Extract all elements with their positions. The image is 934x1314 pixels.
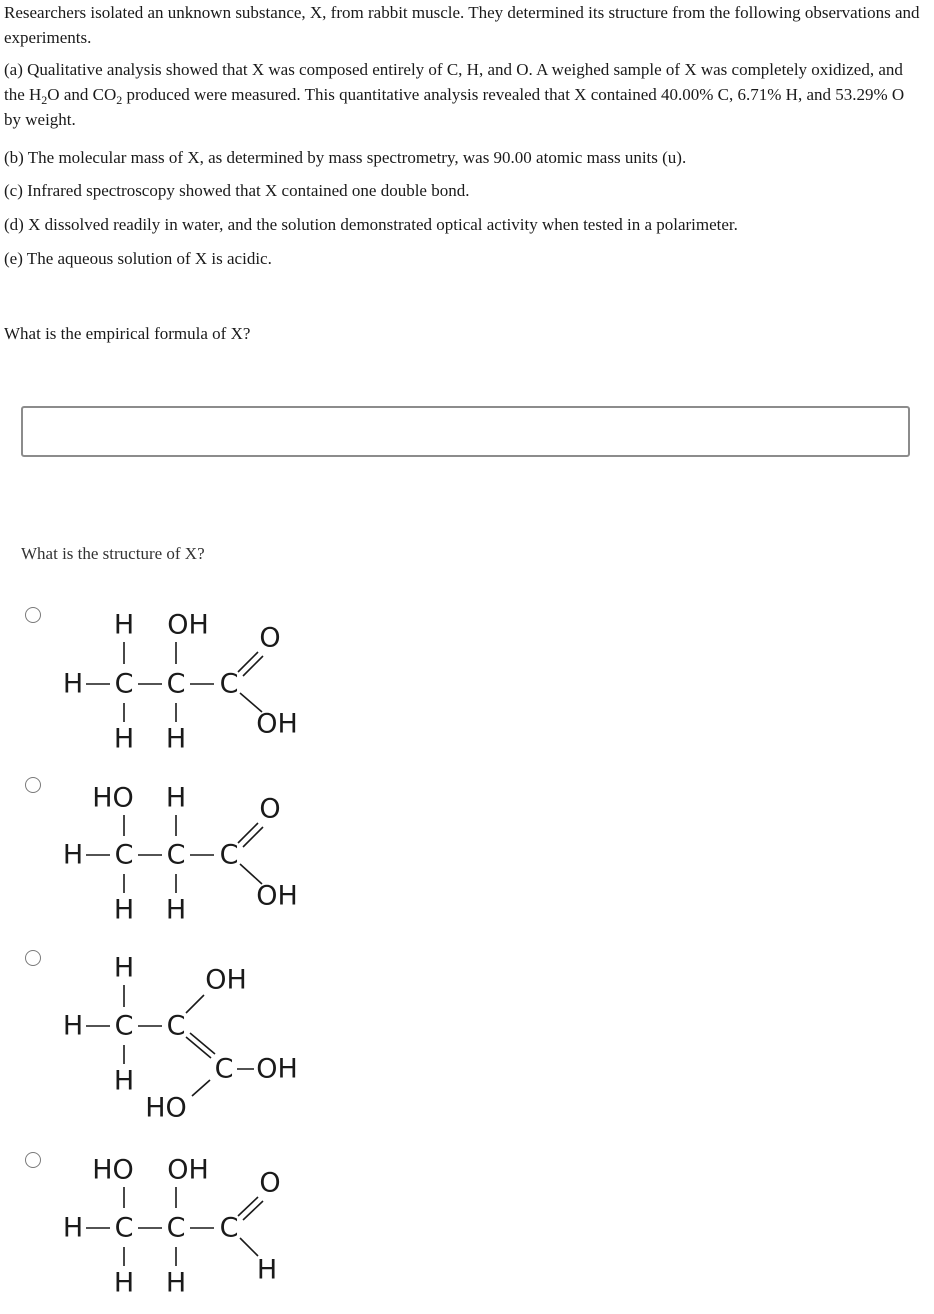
atom-c: C [214, 1053, 234, 1085]
observation-e: (e) The aqueous solution of X is acidic. [4, 249, 272, 268]
atom-h: H [165, 782, 187, 814]
atom-c: C [114, 1010, 134, 1042]
atom-oh: OH [205, 964, 247, 996]
intro-text: Researchers isolated an unknown substance, X, from rabbit muscle. They determined its structure from the following observations and experiments. [4, 3, 920, 47]
question-structure: What is the structure of X? [21, 544, 205, 563]
bond-double [238, 652, 258, 672]
radio-button-option-2[interactable] [25, 777, 41, 793]
atom-c: C [114, 668, 134, 700]
atom-h: H [62, 839, 84, 871]
molecule-option-2 [50, 772, 310, 932]
bond-double [238, 823, 258, 843]
atom-h: H [165, 1267, 187, 1299]
observation-c: (c) Infrared spectroscopy showed that X contained one double bond. [4, 181, 470, 200]
atom-oh: OH [256, 1053, 298, 1085]
atom-h: H [62, 1010, 84, 1042]
atom-c: C [219, 1212, 239, 1244]
observation-d: (d) X dissolved readily in water, and the solution demonstrated optical activity when tested in a polarimeter. [4, 215, 738, 234]
atom-h: H [113, 952, 135, 984]
atom-c: C [114, 1212, 134, 1244]
bond [192, 1080, 210, 1096]
atom-ho: HO [145, 1092, 187, 1124]
atom-oh: OH [256, 708, 298, 740]
atom-o: O [259, 793, 281, 825]
bond-double [243, 1201, 263, 1220]
atom-c: C [166, 1010, 186, 1042]
atom-h: H [113, 1267, 135, 1299]
molecule-option-3 [50, 945, 310, 1130]
bond [240, 693, 262, 712]
radio-button-option-1[interactable] [25, 607, 41, 623]
observation-b: (b) The molecular mass of X, as determined by mass spectrometry, was 90.00 atomic mass units (u). [4, 148, 687, 167]
atom-c: C [166, 839, 186, 871]
observation-a: (a) Qualitative analysis showed that X was composed entirely of C, H, and O. A weighed sample of X was completely oxidized, and the $H_2O$ and $CO_2$ produced were measured. This quantitative analysis revealed that X contained 40.00% C, 6.71% H, and 53.29% O by weight. [4, 60, 905, 129]
atom-h: H [256, 1254, 278, 1286]
atom-o: O [259, 1167, 281, 1199]
atom-h: H [113, 723, 135, 755]
bond-double [238, 1197, 258, 1216]
atom-h: H [113, 609, 135, 641]
atom-ho: HO [92, 782, 134, 814]
atom-h: H [165, 894, 187, 926]
bond-double [243, 656, 263, 676]
bond [240, 1238, 258, 1256]
molecule-option-4 [50, 1145, 310, 1314]
empirical-formula-input[interactable] [21, 406, 910, 457]
bond [186, 995, 204, 1013]
atom-oh: OH [167, 609, 209, 641]
atom-h: H [113, 894, 135, 926]
question-empirical-formula: What is the empirical formula of X? [4, 324, 251, 343]
atom-h: H [113, 1065, 135, 1097]
atom-c: C [166, 1212, 186, 1244]
molecule-option-1 [50, 600, 310, 760]
atom-c: C [114, 839, 134, 871]
atom-o: O [259, 622, 281, 654]
atom-ho: HO [92, 1154, 134, 1186]
bond-double [243, 827, 263, 847]
atom-h: H [62, 668, 84, 700]
radio-button-option-3[interactable] [25, 950, 41, 966]
atom-h: H [62, 1212, 84, 1244]
atom-c: C [219, 668, 239, 700]
atom-c: C [219, 839, 239, 871]
radio-button-option-4[interactable] [25, 1152, 41, 1168]
bond [240, 864, 262, 884]
atom-oh: OH [167, 1154, 209, 1186]
atom-h: H [165, 723, 187, 755]
atom-oh: OH [256, 880, 298, 912]
atom-c: C [166, 668, 186, 700]
